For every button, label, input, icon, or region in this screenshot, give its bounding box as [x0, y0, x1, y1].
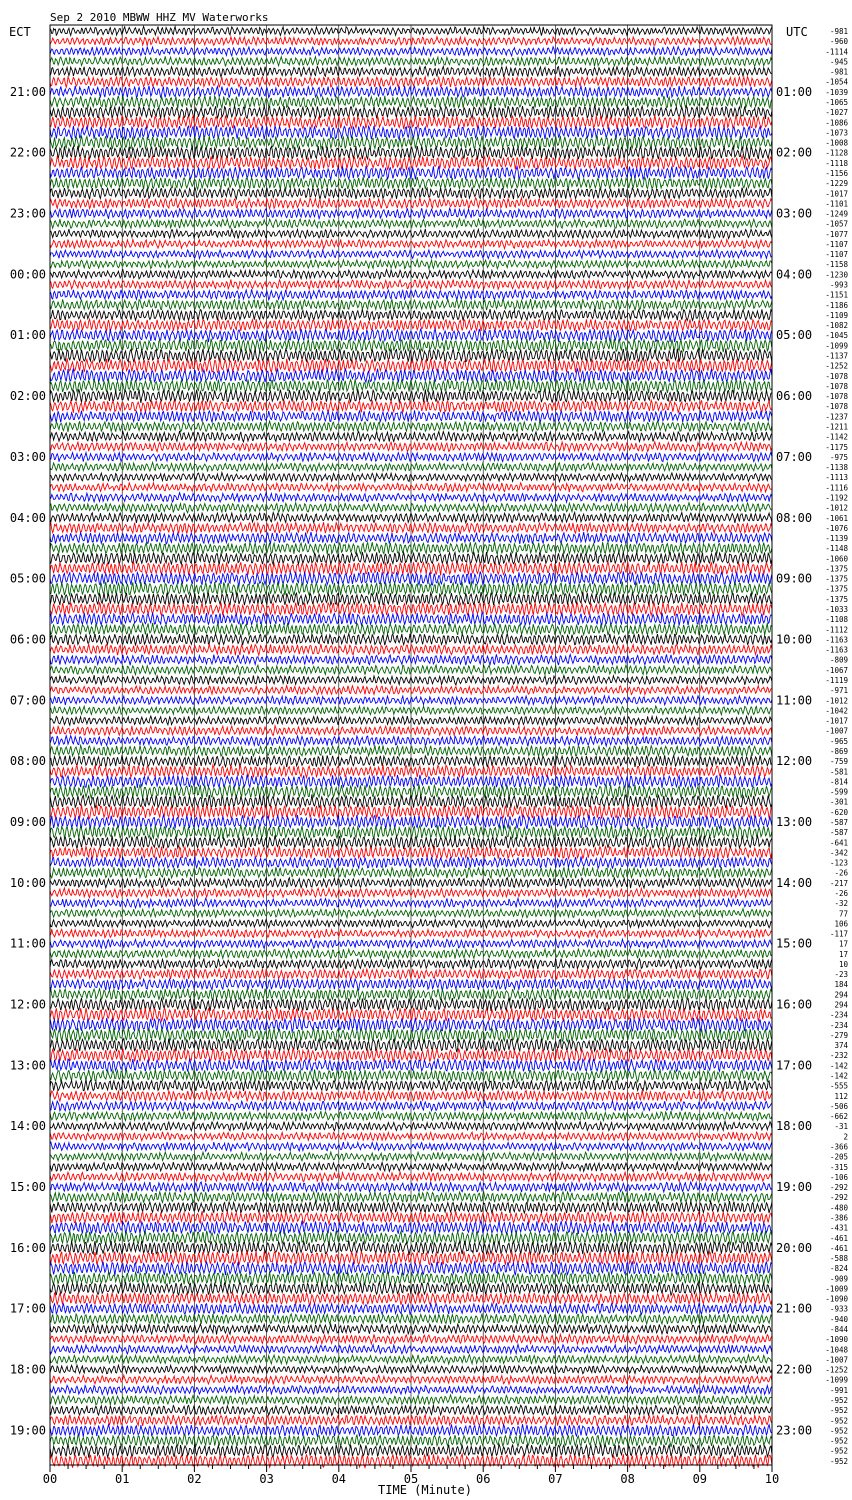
row-offset-label: -1163 [825, 645, 848, 655]
row-offset-label: -461 [829, 1243, 848, 1253]
row-offset-label: -1116 [825, 483, 848, 493]
row-offset-label: 17 [838, 949, 848, 959]
row-offset-label: -1078 [825, 381, 848, 391]
right-hour-label: 21:00 [776, 1301, 813, 1316]
row-offset-label: -824 [829, 1264, 848, 1274]
row-offset-label: -981 [829, 67, 848, 77]
row-offset-label: -234 [829, 1010, 848, 1020]
row-offset-label: -1076 [825, 523, 848, 533]
row-offset-label: -555 [829, 1081, 848, 1091]
row-offset-label: -1045 [825, 331, 848, 341]
left-hour-label: 16:00 [9, 1240, 46, 1255]
row-offset-label: -431 [829, 1223, 848, 1233]
row-offset-label: -1192 [825, 493, 848, 503]
row-offset-label: -909 [829, 1274, 848, 1284]
row-offset-label: -960 [829, 37, 848, 47]
row-offset-label: -587 [829, 817, 848, 827]
row-offset-label: -1375 [825, 574, 848, 584]
x-tick-label: 04 [331, 1472, 347, 1486]
left-hour-label: 02:00 [9, 389, 46, 404]
row-offset-label: -1065 [825, 97, 848, 107]
row-offset-label: -292 [829, 1183, 848, 1193]
row-offset-label: -342 [829, 848, 848, 858]
x-tick-label: 10 [764, 1472, 780, 1486]
left-hour-label: 23:00 [9, 206, 46, 221]
row-offset-label: -1186 [825, 300, 848, 310]
right-hour-label: 15:00 [776, 936, 813, 951]
row-offset-label: -1375 [825, 584, 848, 594]
row-offset-label: -940 [829, 1314, 848, 1324]
row-offset-label: -292 [829, 1193, 848, 1203]
row-offset-label: -1073 [825, 128, 848, 138]
row-offset-label: -869 [829, 747, 848, 756]
x-tick-label: 00 [42, 1472, 58, 1486]
row-offset-label: -1237 [825, 412, 848, 422]
right-hour-label: 08:00 [776, 510, 813, 525]
row-offset-label: -32 [834, 899, 848, 909]
row-offset-label: -234 [829, 1020, 848, 1030]
row-offset-label: -1375 [825, 594, 848, 604]
right-hour-label: 19:00 [776, 1180, 813, 1195]
chart-title: Sep 2 2010 MBWW HHZ MV Waterworks [50, 11, 269, 24]
row-offset-label: -1148 [825, 544, 848, 554]
right-hour-label: 23:00 [776, 1423, 813, 1438]
row-offset-label: -1082 [825, 321, 848, 331]
row-offset-label: -26 [834, 888, 848, 898]
row-offset-label: -971 [829, 686, 848, 696]
left-hour-label: 22:00 [9, 145, 46, 160]
row-offset-label: -933 [829, 1304, 848, 1314]
right-hour-label: 12:00 [776, 754, 813, 769]
row-offset-label: -1175 [825, 442, 848, 452]
row-offset-label: -1017 [825, 189, 848, 199]
row-offset-label: -1128 [825, 148, 848, 158]
left-hour-label: 10:00 [9, 875, 46, 890]
row-offset-label: -1112 [825, 625, 848, 635]
row-offset-label: -991 [829, 1385, 848, 1395]
left-hour-label: 13:00 [9, 1058, 46, 1073]
x-tick-label: 03 [259, 1472, 274, 1486]
left-hour-label: 03:00 [9, 449, 46, 464]
row-offset-label: -1077 [825, 229, 848, 239]
row-offset-label: -31 [834, 1122, 848, 1132]
right-hour-label: 04:00 [776, 267, 813, 282]
row-offset-label: -1249 [825, 209, 848, 219]
left-hour-label: 04:00 [9, 510, 46, 525]
row-offset-label: -952 [829, 1416, 848, 1426]
row-offset-label: -23 [834, 970, 848, 980]
right-hour-label: 22:00 [776, 1362, 813, 1377]
row-offset-label: -315 [829, 1162, 848, 1172]
row-offset-label: -952 [829, 1446, 848, 1456]
row-offset-label: -1078 [825, 402, 848, 412]
row-offset-label: -366 [829, 1142, 848, 1152]
right-hour-label: 02:00 [776, 145, 813, 160]
row-offset-label: -301 [829, 797, 848, 807]
row-offset-label: -1012 [825, 696, 848, 706]
x-tick-layer [43, 1465, 779, 1486]
row-offset-label: -588 [829, 1254, 848, 1264]
row-offset-label: -641 [829, 838, 848, 848]
row-offset-label: -1086 [825, 118, 848, 128]
row-offset-label: -844 [829, 1325, 848, 1335]
x-tick-label: 07 [548, 1472, 563, 1486]
left-hour-label: 01:00 [9, 328, 46, 343]
row-offset-label: -809 [829, 655, 848, 665]
row-offset-label: -1057 [825, 219, 848, 229]
left-hour-label: 18:00 [9, 1362, 46, 1377]
right-hour-label: 03:00 [776, 206, 813, 221]
row-offset-label: -1033 [825, 605, 848, 615]
row-offset-label: -1151 [825, 290, 848, 300]
row-offset-label: -1211 [825, 422, 848, 432]
row-offset-label: -587 [829, 828, 848, 838]
row-offset-label: -1039 [825, 87, 848, 97]
row-offset-label: -1252 [825, 361, 848, 371]
row-offset-label: -1007 [825, 1355, 848, 1365]
row-offset-label: -386 [829, 1213, 848, 1223]
row-offset-label: 10 [838, 959, 848, 969]
row-offset-label: 374 [834, 1041, 848, 1051]
row-offset-label: -279 [829, 1030, 848, 1040]
left-hour-label: 09:00 [9, 814, 46, 829]
row-offset-label: -662 [829, 1112, 848, 1122]
left-hour-label: 11:00 [9, 936, 46, 951]
x-tick-label: 08 [620, 1472, 635, 1486]
row-offset-label: -759 [829, 757, 848, 767]
row-offset-label: -1107 [825, 250, 848, 260]
row-offset-label: -1054 [825, 77, 848, 87]
row-offset-label: -965 [829, 736, 848, 746]
row-offset-label: -1158 [825, 260, 848, 270]
row-offset-label: -1252 [825, 1365, 848, 1375]
right-hour-label: 18:00 [776, 1119, 813, 1134]
row-offset-label: -1114 [825, 47, 848, 57]
row-offset-label: -506 [829, 1101, 848, 1111]
row-offset-label: -232 [829, 1051, 848, 1061]
row-offset-label: 294 [834, 1000, 848, 1010]
right-zone-label: UTC [786, 25, 808, 39]
row-offset-label: -26 [834, 868, 848, 878]
x-tick-label: 09 [692, 1472, 708, 1486]
row-offset-label: -142 [829, 1061, 848, 1071]
left-hour-label: 17:00 [9, 1301, 46, 1316]
row-offset-label: -945 [829, 57, 848, 67]
row-offset-label: -620 [829, 807, 848, 817]
row-offset-label: -1061 [825, 513, 848, 523]
x-tick-label: 01 [114, 1472, 130, 1486]
row-offset-label: -1099 [825, 1375, 848, 1385]
row-offset-label: -1230 [825, 270, 848, 280]
row-offset-label: -1060 [825, 554, 848, 564]
row-offset-label: -1118 [825, 158, 848, 168]
row-offset-label: -1101 [825, 199, 848, 209]
right-hour-label: 01:00 [776, 84, 813, 99]
right-hour-label: 14:00 [776, 875, 813, 890]
row-offset-label: -814 [829, 777, 848, 787]
x-tick-label: 05 [403, 1472, 419, 1486]
row-offset-label: 184 [834, 980, 848, 990]
row-offset-label: 294 [834, 990, 848, 1000]
row-offset-label: 17 [838, 939, 848, 949]
right-hour-label: 10:00 [776, 632, 813, 647]
row-offset-label: -217 [829, 878, 848, 888]
right-hour-label: 06:00 [776, 389, 813, 404]
row-offset-label: 112 [834, 1091, 848, 1101]
row-offset-label: -123 [829, 858, 848, 868]
row-offset-label: -1017 [825, 716, 848, 726]
right-hour-label: 09:00 [776, 571, 813, 586]
row-offset-label: -142 [829, 1071, 848, 1081]
row-offset-label: -952 [829, 1426, 848, 1436]
row-offset-label: -1108 [825, 615, 848, 625]
right-hour-label: 17:00 [776, 1058, 813, 1073]
left-hour-label: 14:00 [9, 1119, 46, 1134]
row-offset-label: -1090 [825, 1335, 848, 1345]
row-offset-label: -461 [829, 1233, 848, 1243]
row-offset-label: -1090 [825, 1294, 848, 1304]
row-offset-label: -1113 [825, 473, 848, 483]
x-axis-label: TIME (Minute) [378, 1483, 472, 1497]
right-hour-label: 13:00 [776, 814, 813, 829]
row-offset-label: -1027 [825, 108, 848, 118]
row-offset-label: -1042 [825, 706, 848, 716]
row-offset-label: -1119 [825, 676, 848, 686]
row-offset-label: -1078 [825, 392, 848, 402]
offset-label-layer [825, 27, 848, 1466]
left-hour-label: 05:00 [9, 571, 46, 586]
left-hour-label: 21:00 [9, 84, 46, 99]
x-tick-label: 02 [187, 1472, 202, 1486]
x-tick-label: 06 [475, 1472, 491, 1486]
row-offset-label: -1375 [825, 564, 848, 574]
row-offset-label: -1229 [825, 179, 848, 189]
row-offset-label: -599 [829, 787, 848, 797]
left-hour-label: 07:00 [9, 693, 46, 708]
left-hour-label: 12:00 [9, 997, 46, 1012]
right-hour-label: 16:00 [776, 997, 813, 1012]
row-offset-label: -1078 [825, 371, 848, 381]
row-offset-label: 2 [843, 1132, 848, 1142]
right-hour-label: 20:00 [776, 1240, 813, 1255]
row-offset-label: -1067 [825, 665, 848, 675]
row-offset-label: -1048 [825, 1345, 848, 1355]
left-hour-label: 19:00 [9, 1423, 46, 1438]
row-offset-label: -1138 [825, 463, 848, 473]
row-offset-label: -1139 [825, 534, 848, 544]
row-offset-label: -480 [829, 1203, 848, 1213]
row-offset-label: -1137 [825, 351, 848, 361]
row-offset-label: -1012 [825, 503, 848, 513]
row-offset-label: -1156 [825, 168, 848, 178]
right-hour-label: 11:00 [776, 693, 813, 708]
row-offset-label: -952 [829, 1406, 848, 1416]
row-offset-label: 77 [838, 909, 848, 919]
row-offset-label: -1099 [825, 341, 848, 351]
row-offset-label: -1008 [825, 138, 848, 148]
row-offset-label: -952 [829, 1396, 848, 1406]
row-offset-label: -952 [829, 1436, 848, 1446]
row-offset-label: -1109 [825, 310, 848, 320]
row-offset-label: -581 [829, 767, 848, 777]
row-offset-label: -1163 [825, 635, 848, 645]
row-offset-label: -981 [829, 27, 848, 36]
row-offset-label: -993 [829, 280, 848, 290]
row-offset-label: -1142 [825, 432, 848, 442]
row-offset-label: -1107 [825, 239, 848, 249]
right-hour-label: 05:00 [776, 328, 813, 343]
right-hour-label: 07:00 [776, 449, 813, 464]
row-offset-label: -952 [829, 1456, 848, 1466]
row-offset-label: -1009 [825, 1284, 848, 1294]
left-hour-label: 08:00 [9, 754, 46, 769]
row-offset-label: 106 [834, 919, 848, 929]
left-hour-label: 06:00 [9, 632, 46, 647]
left-hour-label: 00:00 [9, 267, 46, 282]
row-offset-label: -117 [829, 929, 848, 939]
left-zone-label: ECT [9, 25, 31, 39]
row-offset-label: -975 [829, 452, 848, 462]
row-offset-label: -205 [829, 1152, 848, 1162]
row-offset-label: -1007 [825, 726, 848, 736]
row-offset-label: -106 [829, 1172, 848, 1182]
left-hour-label: 15:00 [9, 1180, 46, 1195]
